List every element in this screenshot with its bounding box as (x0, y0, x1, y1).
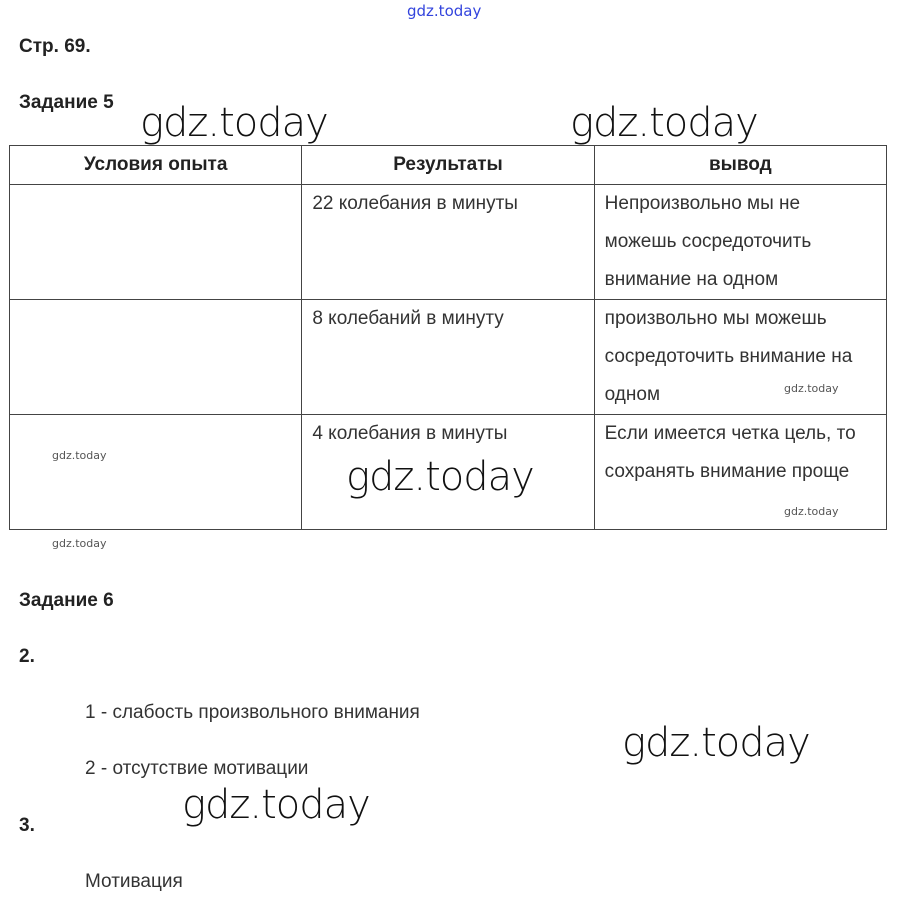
page-label: Стр. 69. (19, 36, 91, 57)
cell-result: 22 колебания в минуты (302, 185, 594, 300)
answer-3: Мотивация (85, 871, 183, 892)
watermark: gdz.today (622, 720, 810, 766)
cell-result: 4 колебания в минуты (302, 415, 594, 530)
cell-conclusion: Непроизвольно мы не можешь сосредоточить внимание на одном (594, 185, 886, 300)
header-conclusion: вывод (594, 146, 886, 185)
cell-conditions (10, 185, 302, 300)
task6-title: Задание 6 (19, 590, 114, 611)
watermark: gdz.today (346, 454, 534, 500)
table-row (10, 185, 887, 300)
watermark: gdz.today (407, 2, 482, 20)
cell-conclusion: Если имеется четка цель, то сохранять внимание проще (594, 415, 886, 530)
cell-conditions (10, 300, 302, 415)
answer-item: 1 - слабость произвольного внимания (85, 702, 420, 723)
watermark: gdz.today (570, 100, 758, 146)
table-row (10, 300, 887, 415)
cell-conditions (10, 415, 302, 530)
watermark: gdz.today (52, 449, 107, 462)
question-2-label: 2. (19, 646, 35, 667)
cell-result: 8 колебаний в минуту (302, 300, 594, 415)
watermark: gdz.today (52, 537, 107, 550)
watermark: gdz.today (140, 100, 328, 146)
task5-title: Задание 5 (19, 92, 114, 113)
header-conditions: Условия опыта (10, 146, 302, 185)
watermark: gdz.today (784, 382, 839, 395)
question-3-label: 3. (19, 815, 35, 836)
watermark: gdz.today (784, 505, 839, 518)
watermark: gdz.today (182, 782, 370, 828)
answer-item: 2 - отсутствие мотивации (85, 758, 309, 779)
cell-conclusion: произвольно мы можешь сосредоточить внимание на одном (594, 300, 886, 415)
header-results: Результаты (302, 146, 594, 185)
